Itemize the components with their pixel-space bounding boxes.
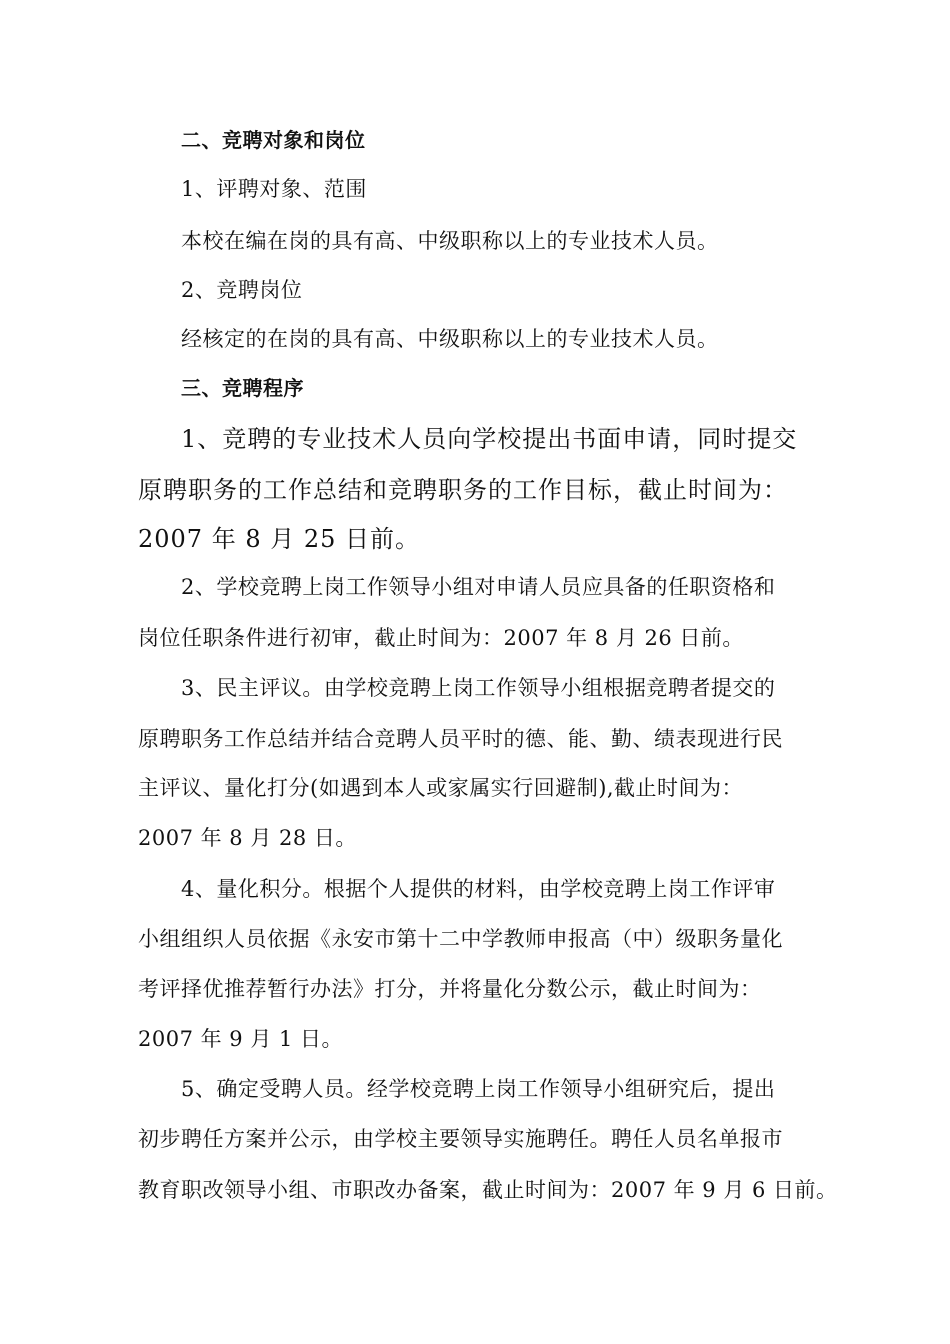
paragraph-line: 2、学校竞聘上岗工作领导小组对申请人员应具备的任职资格和 (181, 575, 776, 599)
paragraph-line: 教育职改领导小组、市职改办备案，截止时间为：2007 年 9 月 6 日前。 (138, 1178, 838, 1202)
paragraph-line: 考评择优推荐暂行办法》打分，并将量化分数公示，截止时间为： (138, 977, 762, 1001)
paragraph-line: 经核定的在岗的具有高、中级职称以上的专业技术人员。 (181, 327, 719, 351)
subsection-title: 1、评聘对象、范围 (181, 177, 367, 201)
paragraph-line: 5、确定受聘人员。经学校竞聘上岗工作领导小组研究后，提出 (181, 1077, 776, 1101)
paragraph-line: 4、量化积分。根据个人提供的材料，由学校竞聘上岗工作评审 (181, 877, 776, 901)
paragraph-line: 主评议、量化打分(如遇到本人或家属实行回避制),截止时间为： (138, 776, 744, 800)
paragraph-line: 初步聘任方案并公示，由学校主要领导实施聘任。聘任人员名单报市 (138, 1127, 783, 1151)
paragraph-line: 2007 年 8 月 28 日。 (138, 826, 357, 850)
paragraph-line: 岗位任职条件进行初审，截止时间为：2007 年 8 月 26 日前。 (138, 626, 744, 650)
paragraph-line: 原聘职务的工作总结和竞聘职务的工作目标，截止时间为： (138, 476, 788, 504)
paragraph-line: 2007 年 9 月 1 日。 (138, 1027, 344, 1051)
paragraph-line: 小组组织人员依据《永安市第十二中学教师申报高（中）级职务量化 (138, 927, 783, 951)
paragraph-line: 2007 年 8 月 25 日前。 (138, 525, 421, 553)
paragraph-line: 本校在编在岗的具有高、中级职称以上的专业技术人员。 (181, 229, 719, 253)
paragraph-line: 原聘职务工作总结并结合竞聘人员平时的德、能、勤、绩表现进行民 (138, 727, 783, 751)
paragraph-line: 1、竞聘的专业技术人员向学校提出书面申请，同时提交 (181, 425, 798, 453)
section-heading: 三、竞聘程序 (181, 376, 304, 400)
paragraph-line: 3、民主评议。由学校竞聘上岗工作领导小组根据竞聘者提交的 (181, 676, 776, 700)
subsection-title: 2、竞聘岗位 (181, 278, 303, 302)
section-heading: 二、竞聘对象和岗位 (181, 128, 366, 152)
